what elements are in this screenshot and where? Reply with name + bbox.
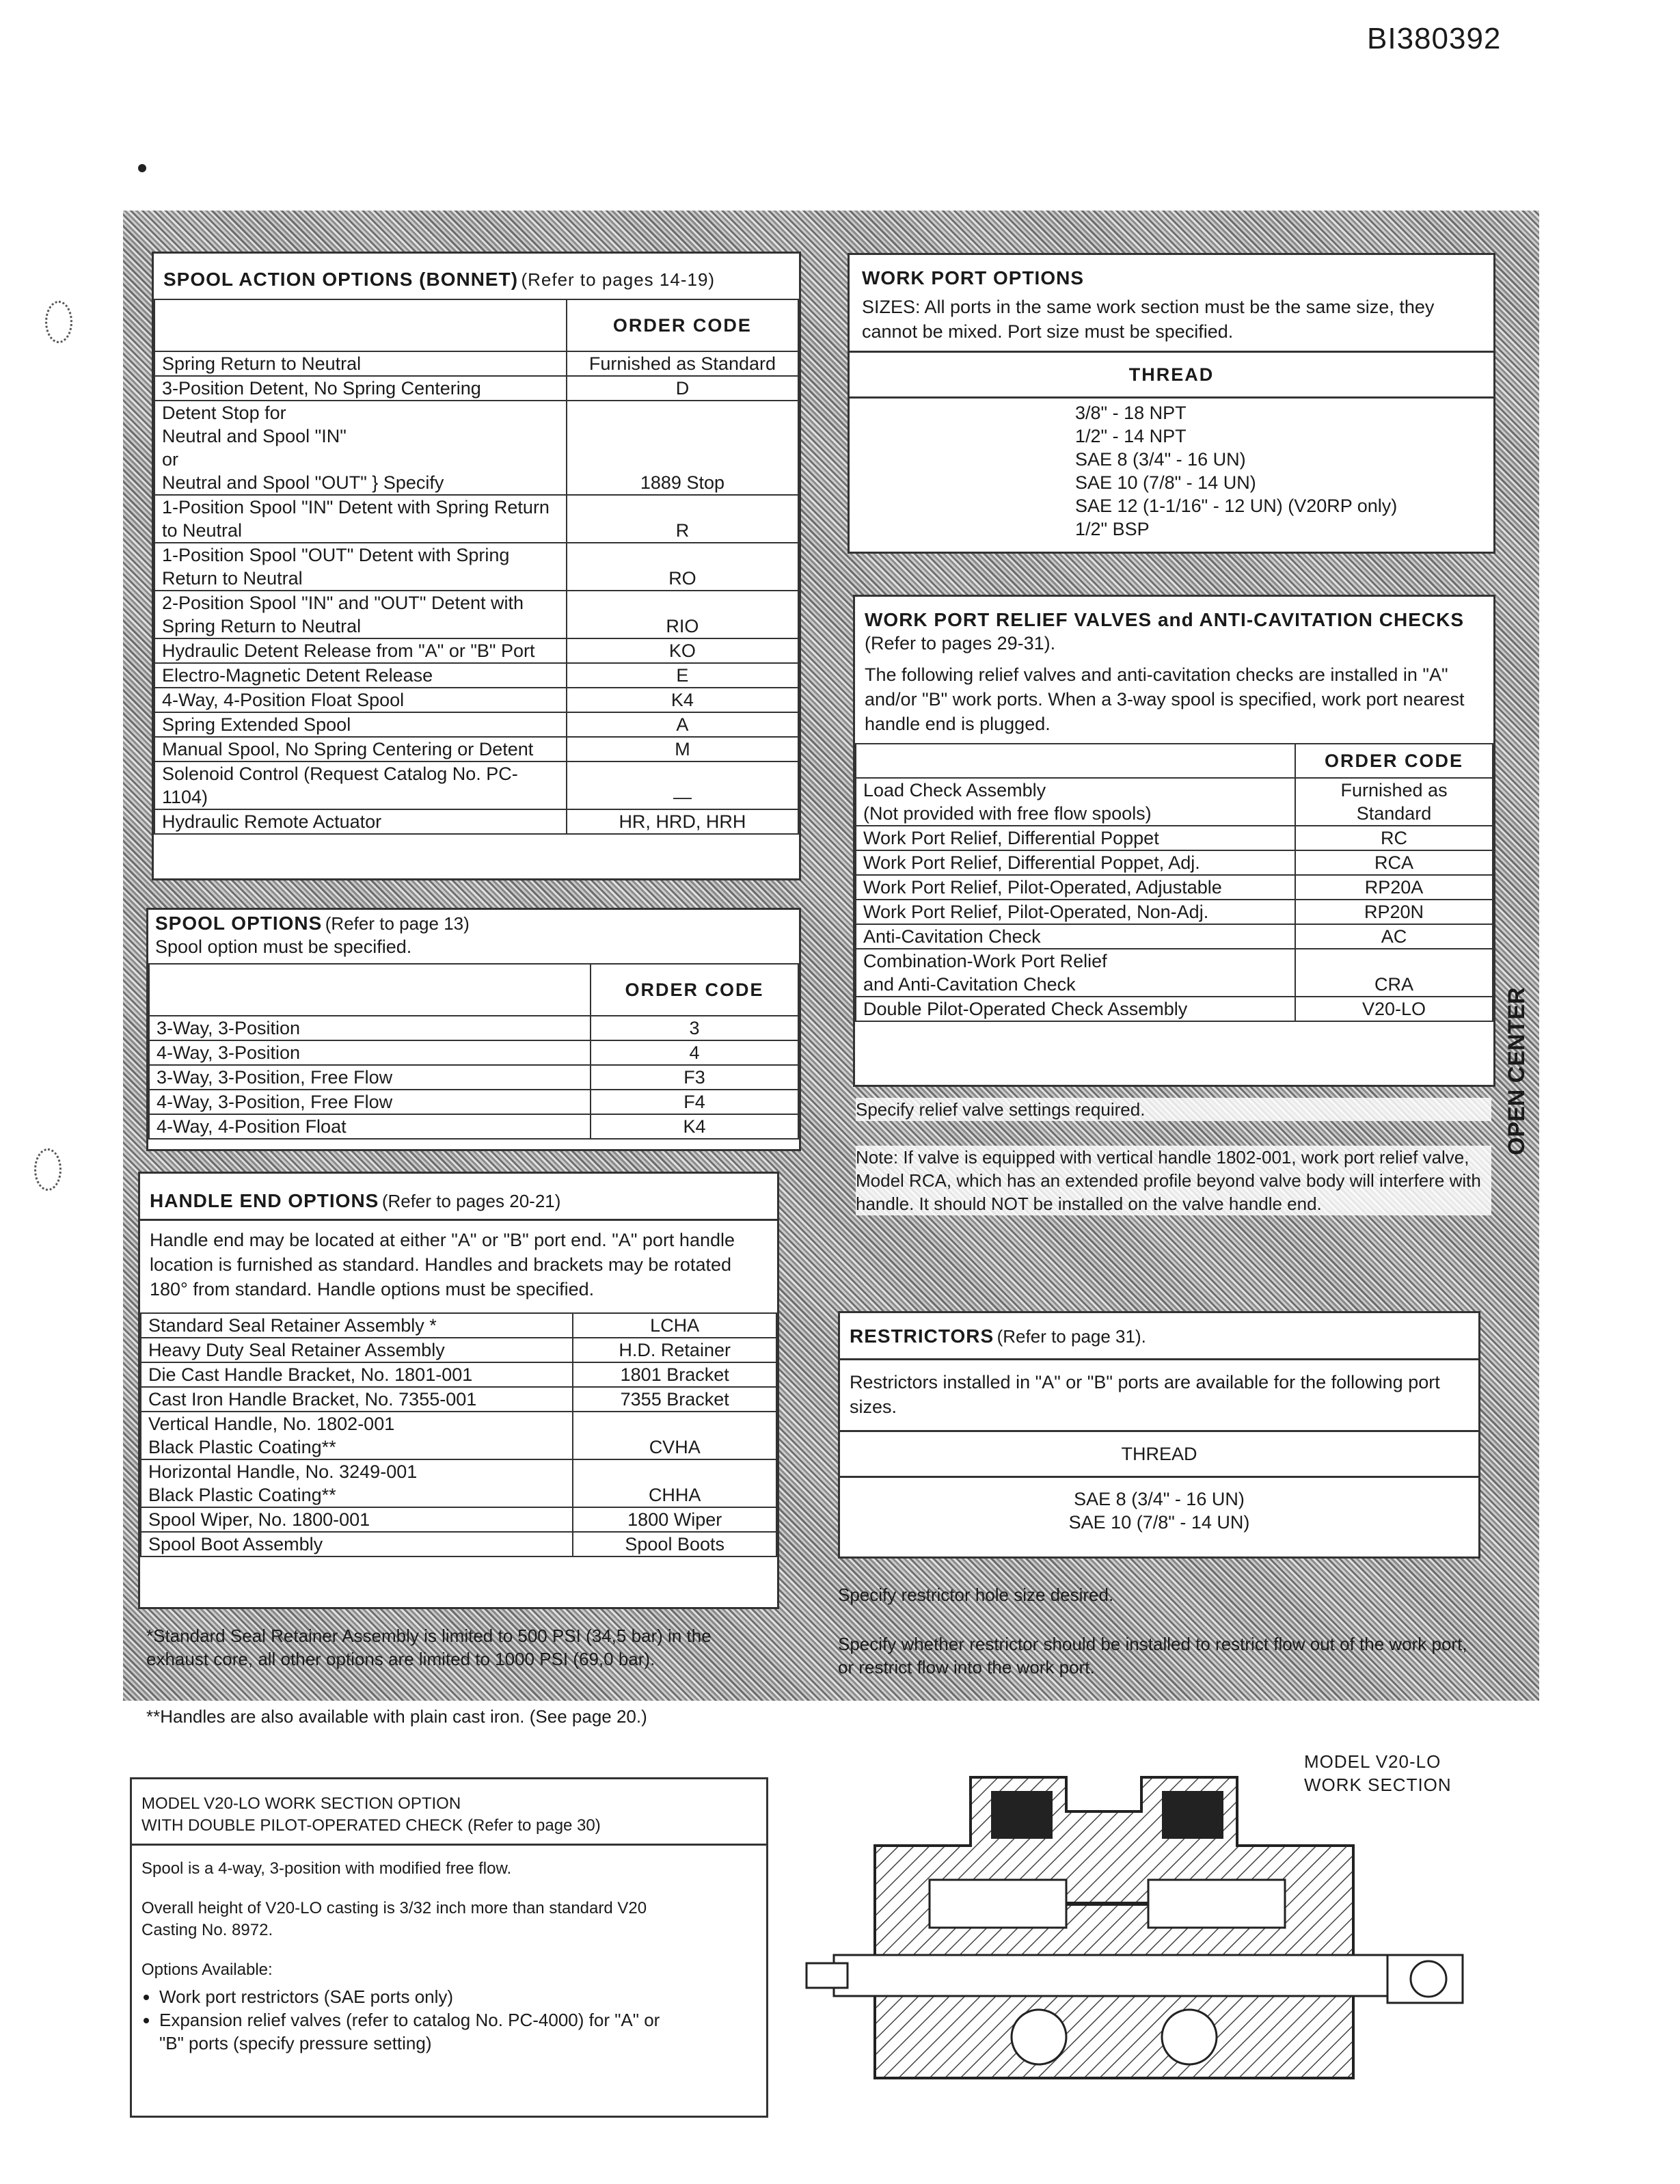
spool-action-table — [154, 299, 799, 835]
spool-action-row — [154, 351, 798, 376]
work-port-thread: 3/8" - 18 NPT — [1075, 403, 1187, 423]
v20lo-section-drawing — [793, 1750, 1476, 2105]
spool-options-note: Spool option must be specified. — [155, 936, 412, 957]
port-b-fitting — [1162, 1791, 1223, 1839]
spool-options-row — [149, 1016, 798, 1040]
spool-action-desc: 2-Position Spool "IN" and "OUT" Detent with Spring Return to Neutral — [154, 591, 567, 638]
handle-end-code: 1801 Bracket — [573, 1362, 776, 1387]
spool-options-panel — [146, 908, 801, 1151]
document-id: BI380392 — [1367, 22, 1502, 55]
check-cavity-left — [930, 1880, 1066, 1928]
v20lo-spool: Spool is a 4-way, 3-position with modified free flow. — [141, 1859, 512, 1878]
spool-action-desc: 1-Position Spool "OUT" Detent with Spring Return to Neutral — [154, 543, 567, 591]
handle-end-desc: Heavy Duty Seal Retainer Assembly — [141, 1338, 573, 1362]
spool-action-desc: Hydraulic Detent Release from "A" or "B" Port — [154, 638, 567, 663]
spool-action-title: SPOOL ACTION OPTIONS (BONNET) — [163, 269, 519, 290]
spool-action-panel — [152, 252, 801, 880]
handle-end-code: LCHA — [573, 1313, 776, 1338]
spool-options-desc: 4-Way, 4-Position Float — [149, 1114, 591, 1139]
valve-body — [807, 1777, 1463, 2078]
spool-options-row — [149, 1090, 798, 1114]
relief-order-code-header: ORDER CODE — [1295, 744, 1493, 778]
relief-row — [856, 924, 1493, 949]
v20lo-option-item: • Expansion relief valves (refer to catalog No. PC-4000) for "A" or "B" ports (specify pressure setting) — [159, 2008, 679, 2055]
relief-ref: (Refer to pages 29-31). — [865, 633, 1056, 653]
restrictors-title: RESTRICTORS — [850, 1325, 994, 1347]
work-port-thread: 1/2" BSP — [1075, 519, 1150, 539]
restrictors-thread-header: THREAD — [840, 1430, 1478, 1478]
port-a-fitting — [991, 1791, 1053, 1839]
relief-table — [855, 743, 1493, 1022]
spool-action-code: R — [567, 495, 798, 543]
spool-action-desc: 3-Position Detent, No Spring Centering — [154, 376, 567, 401]
spool-options-code: F3 — [591, 1065, 798, 1090]
spool-action-desc: Spring Extended Spool — [154, 712, 567, 737]
spool-options-desc: 4-Way, 3-Position, Free Flow — [149, 1090, 591, 1114]
spool-action-row — [154, 761, 798, 809]
relief-desc: Combination-Work Port Relief and Anti-Cavitation Check — [856, 949, 1295, 997]
restrictors-thread: SAE 8 (3/4" - 16 UN) — [1074, 1489, 1245, 1509]
handle-end-row — [141, 1532, 776, 1556]
relief-desc: Anti-Cavitation Check — [856, 924, 1295, 949]
v20lo-panel — [130, 1777, 768, 2118]
spool-action-desc: Hydraulic Remote Actuator — [154, 809, 567, 834]
relief-row — [856, 949, 1493, 997]
relief-row — [856, 778, 1493, 826]
relief-note-1: Specify relief valve settings required. — [856, 1098, 1491, 1121]
spool-action-desc: Spring Return to Neutral — [154, 351, 567, 376]
handle-end-code: 1800 Wiper — [573, 1507, 776, 1532]
spool-action-desc: Manual Spool, No Spring Centering or Detent — [154, 737, 567, 761]
spool-options-row — [149, 1040, 798, 1065]
work-port-sizes: SIZES: All ports in the same work section must be the same size, they cannot be mixed. Port size must be specified. — [862, 297, 1435, 342]
relief-row — [856, 826, 1493, 850]
spool-action-desc: Electro-Magnetic Detent Release — [154, 663, 567, 688]
spool-action-row — [154, 376, 798, 401]
work-port-thread: 1/2" - 14 NPT — [1075, 426, 1187, 446]
handle-end-code: Spool Boots — [573, 1532, 776, 1556]
work-port-title: WORK PORT OPTIONS — [862, 267, 1084, 288]
spool-action-row — [154, 809, 798, 834]
spool-options-desc: 3-Way, 3-Position — [149, 1016, 591, 1040]
spool-action-code: KO — [567, 638, 798, 663]
handle-end-desc: Vertical Handle, No. 1802-001 Black Plastic Coating** — [141, 1412, 573, 1459]
spool-options-table — [148, 963, 799, 1140]
v20lo-height: Overall height of V20-LO casting is 3/32 inch more than standard V20 Casting No. 8972. — [141, 1899, 647, 1939]
spool-options-desc: 4-Way, 3-Position — [149, 1040, 591, 1065]
spool-action-row — [154, 495, 798, 543]
handle-end-row — [141, 1387, 776, 1412]
sidebar-tab — [1504, 786, 1545, 1155]
work-port-thread: SAE 12 (1-1/16" - 12 UN) (V20RP only) — [1075, 496, 1398, 516]
spool-action-row — [154, 737, 798, 761]
restrictors-note-2: Specify whether restrictor should be installed to restrict flow out of the work port, or restrict flow into the work port. — [838, 1634, 1467, 1677]
spool-options-code: 3 — [591, 1016, 798, 1040]
spool-action-row — [154, 663, 798, 688]
handle-end-intro: Handle end may be located at either "A" or "B" port end. "A" port handle location is furnished as standard. Handles and brackets may be rotated 180° from standard. Handle options must be specified. — [140, 1219, 777, 1312]
spool-options-ref: (Refer to page 13) — [325, 913, 470, 934]
handle-end-desc: Spool Boot Assembly — [141, 1532, 573, 1556]
relief-row — [856, 997, 1493, 1021]
v20lo-ref: (Refer to page 30) — [467, 1816, 601, 1835]
work-port-thread-list — [850, 399, 1493, 541]
handle-end-ref: (Refer to pages 20-21) — [381, 1191, 561, 1211]
drawing-caption: MODEL V20-LO WORK SECTION — [1304, 1751, 1452, 1795]
handle-end-desc: Standard Seal Retainer Assembly * — [141, 1313, 573, 1338]
handle-end-row — [141, 1412, 776, 1459]
spool-options-code: F4 — [591, 1090, 798, 1114]
handle-end-desc: Spool Wiper, No. 1800-001 — [141, 1507, 573, 1532]
work-port-thread: SAE 8 (3/4" - 16 UN) — [1075, 449, 1246, 470]
relief-code: V20-LO — [1295, 997, 1493, 1021]
spool-action-row — [154, 712, 798, 737]
handle-end-desc: Horizontal Handle, No. 3249-001 Black Plastic Coating** — [141, 1459, 573, 1507]
spool-action-code: HR, HRD, HRH — [567, 809, 798, 834]
relief-title: WORK PORT RELIEF VALVES and ANTI-CAVITATION CHECKS — [865, 609, 1465, 630]
spool-action-desc: Solenoid Control (Request Catalog No. PC-1104) — [154, 761, 567, 809]
relief-desc: Load Check Assembly (Not provided with free flow spools) — [856, 778, 1295, 826]
handle-end-title: HANDLE END OPTIONS — [150, 1190, 379, 1211]
relief-code: RP20A — [1295, 875, 1493, 900]
handle-end-panel — [138, 1172, 779, 1609]
handle-end-row — [141, 1313, 776, 1338]
spool-action-code: 1889 Stop — [567, 401, 798, 495]
spool-action-row — [154, 591, 798, 638]
relief-code: CRA — [1295, 949, 1493, 997]
spool-action-desc: 4-Way, 4-Position Float Spool — [154, 688, 567, 712]
handle-end-footnote-2: **Handles are also available with plain cast iron. (See page 20.) — [146, 1706, 647, 1727]
relief-row — [856, 875, 1493, 900]
spool-action-desc: 1-Position Spool "IN" Detent with Spring Return to Neutral — [154, 495, 567, 543]
restrictors-thread: SAE 10 (7/8" - 14 UN) — [1068, 1512, 1250, 1533]
restrictors-ref: (Refer to page 31). — [997, 1326, 1146, 1347]
sidebar-label: OPEN CENTER — [1504, 987, 1530, 1155]
handle-end-footnote-1: *Standard Seal Retainer Assembly is limited to 500 PSI (34,5 bar) in the exhaust core, all other options are limited to 1000 PSI (69,0 bar). — [146, 1626, 712, 1669]
spool-action-code: RIO — [567, 591, 798, 638]
relief-desc: Double Pilot-Operated Check Assembly — [856, 997, 1295, 1021]
check-cavity-right — [1148, 1880, 1285, 1928]
work-port-thread-header: THREAD — [850, 351, 1493, 399]
handle-end-table — [140, 1312, 777, 1557]
handle-end-desc: Cast Iron Handle Bracket, No. 7355-001 — [141, 1387, 573, 1412]
spool-action-code: E — [567, 663, 798, 688]
handle-end-desc: Die Cast Handle Bracket, No. 1801-001 — [141, 1362, 573, 1387]
restrictors-thread-list — [840, 1478, 1478, 1534]
spool-options-row — [149, 1114, 798, 1139]
handle-end-code: CHHA — [573, 1459, 776, 1507]
relief-intro: The following relief valves and anti-cavitation checks are installed in "A" and/or "B" work ports. When a 3-way spool is specified, work port nearest handle end is plugged. — [865, 664, 1465, 734]
spool-action-code: Furnished as Standard — [567, 351, 798, 376]
punch-hole-top — [45, 301, 72, 343]
v20lo-options-list — [159, 1985, 766, 2055]
relief-desc: Work Port Relief, Pilot-Operated, Adjustable — [856, 875, 1295, 900]
spool-action-row — [154, 638, 798, 663]
handle-end-row — [141, 1459, 776, 1507]
handle-end-row — [141, 1338, 776, 1362]
punch-hole-middle — [34, 1148, 62, 1191]
relief-panel — [853, 595, 1495, 1087]
relief-code: RCA — [1295, 850, 1493, 875]
spool-options-desc: 3-Way, 3-Position, Free Flow — [149, 1065, 591, 1090]
spool-end-left — [807, 1963, 848, 1988]
spool-action-code: M — [567, 737, 798, 761]
handle-end-row — [141, 1362, 776, 1387]
work-port-thread: SAE 10 (7/8" - 14 UN) — [1075, 472, 1256, 493]
spool-action-code: RO — [567, 543, 798, 591]
relief-note-2: Note: If valve is equipped with vertical handle 1802-001, work port relief valve, Model RCA, which has an extended profile beyond valve body will interfere with handle. It should NOT be installed on the valve handle end. — [856, 1146, 1491, 1215]
bullet-mark — [138, 164, 146, 172]
spool-action-code: A — [567, 712, 798, 737]
spool-options-row — [149, 1065, 798, 1090]
spool-action-row — [154, 543, 798, 591]
v20lo-options-label: Options Available: — [141, 1960, 273, 1979]
restrictors-intro: Restrictors installed in "A" or "B" ports are available for the following port sizes. — [850, 1372, 1440, 1417]
relief-row — [856, 900, 1493, 924]
relief-desc: Work Port Relief, Differential Poppet — [856, 826, 1295, 850]
spool-options-code: K4 — [591, 1114, 798, 1139]
v20lo-option-item: • Work port restrictors (SAE ports only) — [159, 1985, 766, 2008]
v20lo-title-2: WITH DOUBLE PILOT-OPERATED CHECK — [141, 1816, 463, 1835]
handle-end-code: CVHA — [573, 1412, 776, 1459]
handle-end-code: 7355 Bracket — [573, 1387, 776, 1412]
spool-action-code: K4 — [567, 688, 798, 712]
spool-action-order-code-header: ORDER CODE — [567, 299, 798, 351]
spool-action-ref: (Refer to pages 14-19) — [521, 269, 716, 290]
spool-action-row — [154, 401, 798, 495]
restrictors-panel — [838, 1311, 1480, 1559]
spool-action-heading — [154, 254, 799, 299]
relief-code: RC — [1295, 826, 1493, 850]
spool-action-code: D — [567, 376, 798, 401]
relief-code: Furnished as Standard — [1295, 778, 1493, 826]
v20lo-title: MODEL V20-LO WORK SECTION OPTION — [141, 1794, 461, 1813]
spool-action-code: — — [567, 761, 798, 809]
handle-end-row — [141, 1507, 776, 1532]
spool-action-desc: Detent Stop for Neutral and Spool "IN" or Neutral and Spool "OUT" } Specify — [154, 401, 567, 495]
relief-row — [856, 850, 1493, 875]
spool-options-order-code-header: ORDER CODE — [591, 964, 798, 1016]
work-port-panel — [848, 253, 1495, 554]
restrictors-note-1: Specify restrictor hole size desired. — [838, 1585, 1114, 1605]
spool-bore — [834, 1955, 1401, 1996]
handle-end-code: H.D. Retainer — [573, 1338, 776, 1362]
relief-code: AC — [1295, 924, 1493, 949]
spool-action-row — [154, 688, 798, 712]
spool-options-title: SPOOL OPTIONS — [155, 913, 323, 934]
relief-desc: Work Port Relief, Pilot-Operated, Non-Adj. — [856, 900, 1295, 924]
relief-desc: Work Port Relief, Differential Poppet, Adj. — [856, 850, 1295, 875]
spool-options-code: 4 — [591, 1040, 798, 1065]
relief-code: RP20N — [1295, 900, 1493, 924]
